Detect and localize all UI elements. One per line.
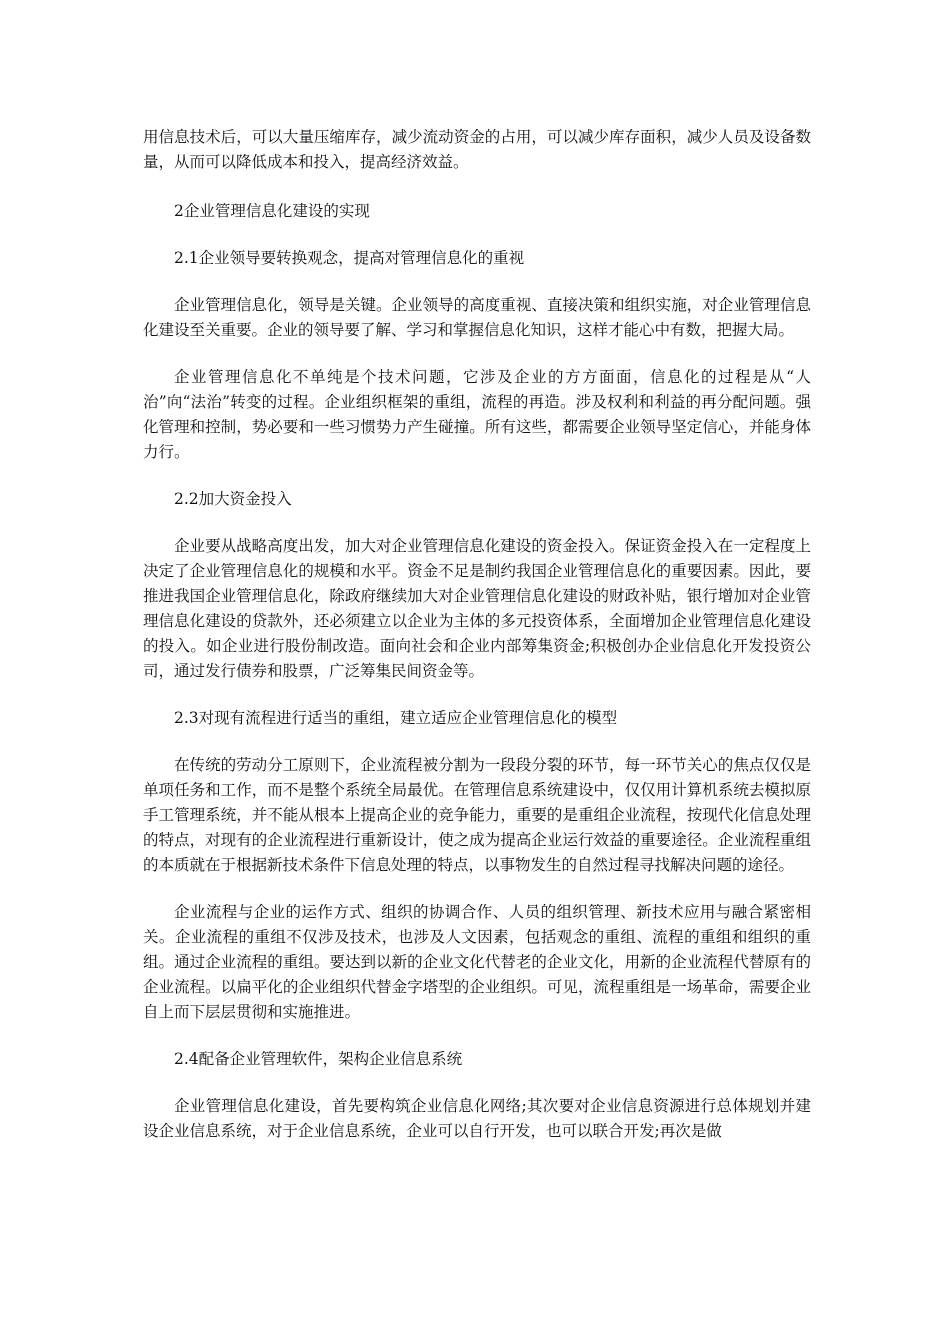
subsection-heading-2-2: 2.2加大资金投入 xyxy=(174,490,292,508)
paragraph-intro: 用信息技术后，可以大量压缩库存，减少流动资金的占用，可以减少库存面积，减少人员及设备数量，从而可以降低成本和投入，提高经济效益。 xyxy=(143,128,811,171)
document-body xyxy=(143,199,811,1144)
section-heading-2: 2企业管理信息化建设的实现 xyxy=(174,202,370,220)
paragraph-not-technical: 企业管理信息化不单纯是个技术问题，它涉及企业的方方面面，信息化的过程是从“人治”向“法治”转变的过程。企业组织框架的重组，流程的再造。涉及权利和利益的再分配问题。强化管理和控制，势必要和一些习惯势力产生碰撞。所有这些，都需要企业领导坚定信心，并能身体力行。 xyxy=(143,368,811,461)
paragraph-process-culture: 企业流程与企业的运作方式、组织的协调合作、人员的组织管理、新技术应用与融合紧密相关。企业流程的重组不仅涉及技术，也涉及人文因素，包括观念的重组、流程的重组和组织的重组。通过企业流程的重组。要达到以新的企业文化代替老的企业文化，用新的企业流程代替原有的企业流程。以扁平化的企业组织代替金字塔型的企业组织。可见，流程重组是一场革命，需要企业自上而下层层贯彻和实施推进。 xyxy=(143,903,811,1021)
paragraph-process-reengineering: 在传统的劳动分工原则下，企业流程被分割为一段段分裂的环节，每一环节关心的焦点仅仅是单项任务和工作，而不是整个系统全局最优。在管理信息系统建设中，仅仅用计算机系统去模拟原手工管理系统，并不能从根本上提高企业的竞争能力，重要的是重组企业流程，按现代化信息处理的特点，对现有的企业流程进行重新设计，使之成为提高企业运行效益的重要途径。企业流程重组的本质就在于根据新技术条件下信息处理的特点，以事物发生的自然过程寻找解决问题的途径。 xyxy=(143,756,811,874)
subsection-heading-2-1: 2.1企业领导要转换观念，提高对管理信息化的重视 xyxy=(174,249,525,267)
subsection-heading-2-3: 2.3对现有流程进行适当的重组，建立适应企业管理信息化的模型 xyxy=(174,709,618,727)
paragraph-leadership: 企业管理信息化，领导是关键。企业领导的高度重视、直接决策和组织实施，对企业管理信息化建设至关重要。企业的领导要了解、学习和掌握信息化知识，这样才能心中有数，把握大局。 xyxy=(143,296,811,339)
subsection-heading-2-4: 2.4配备企业管理软件，架构企业信息系统 xyxy=(174,1050,463,1068)
paragraph-software: 企业管理信息化建设，首先要构筑企业信息化网络;其次要对企业信息资源进行总体规划并建设企业信息系统，对于企业信息系统，企业可以自行开发，也可以联合开发;再次是做 xyxy=(143,1097,811,1140)
paragraph-investment: 企业要从战略高度出发，加大对企业管理信息化建设的资金投入。保证资金投入在一定程度上决定了企业管理信息化的规模和水平。资金不足是制约我国企业管理信息化的重要因素。因此，要推进我国企业管理信息化，除政府继续加大对企业管理信息化建设的财政补贴，银行增加对企业管理信息化建设的贷款外，还必须建立以企业为主体的多元投资体系，全面增加企业管理信息化建设的投入。如企业进行股份制改造。面向社会和企业内部筹集资金;积极创办企业信息化开发投资公司，通过发行债券和股票，广泛筹集民间资金等。 xyxy=(143,537,811,680)
